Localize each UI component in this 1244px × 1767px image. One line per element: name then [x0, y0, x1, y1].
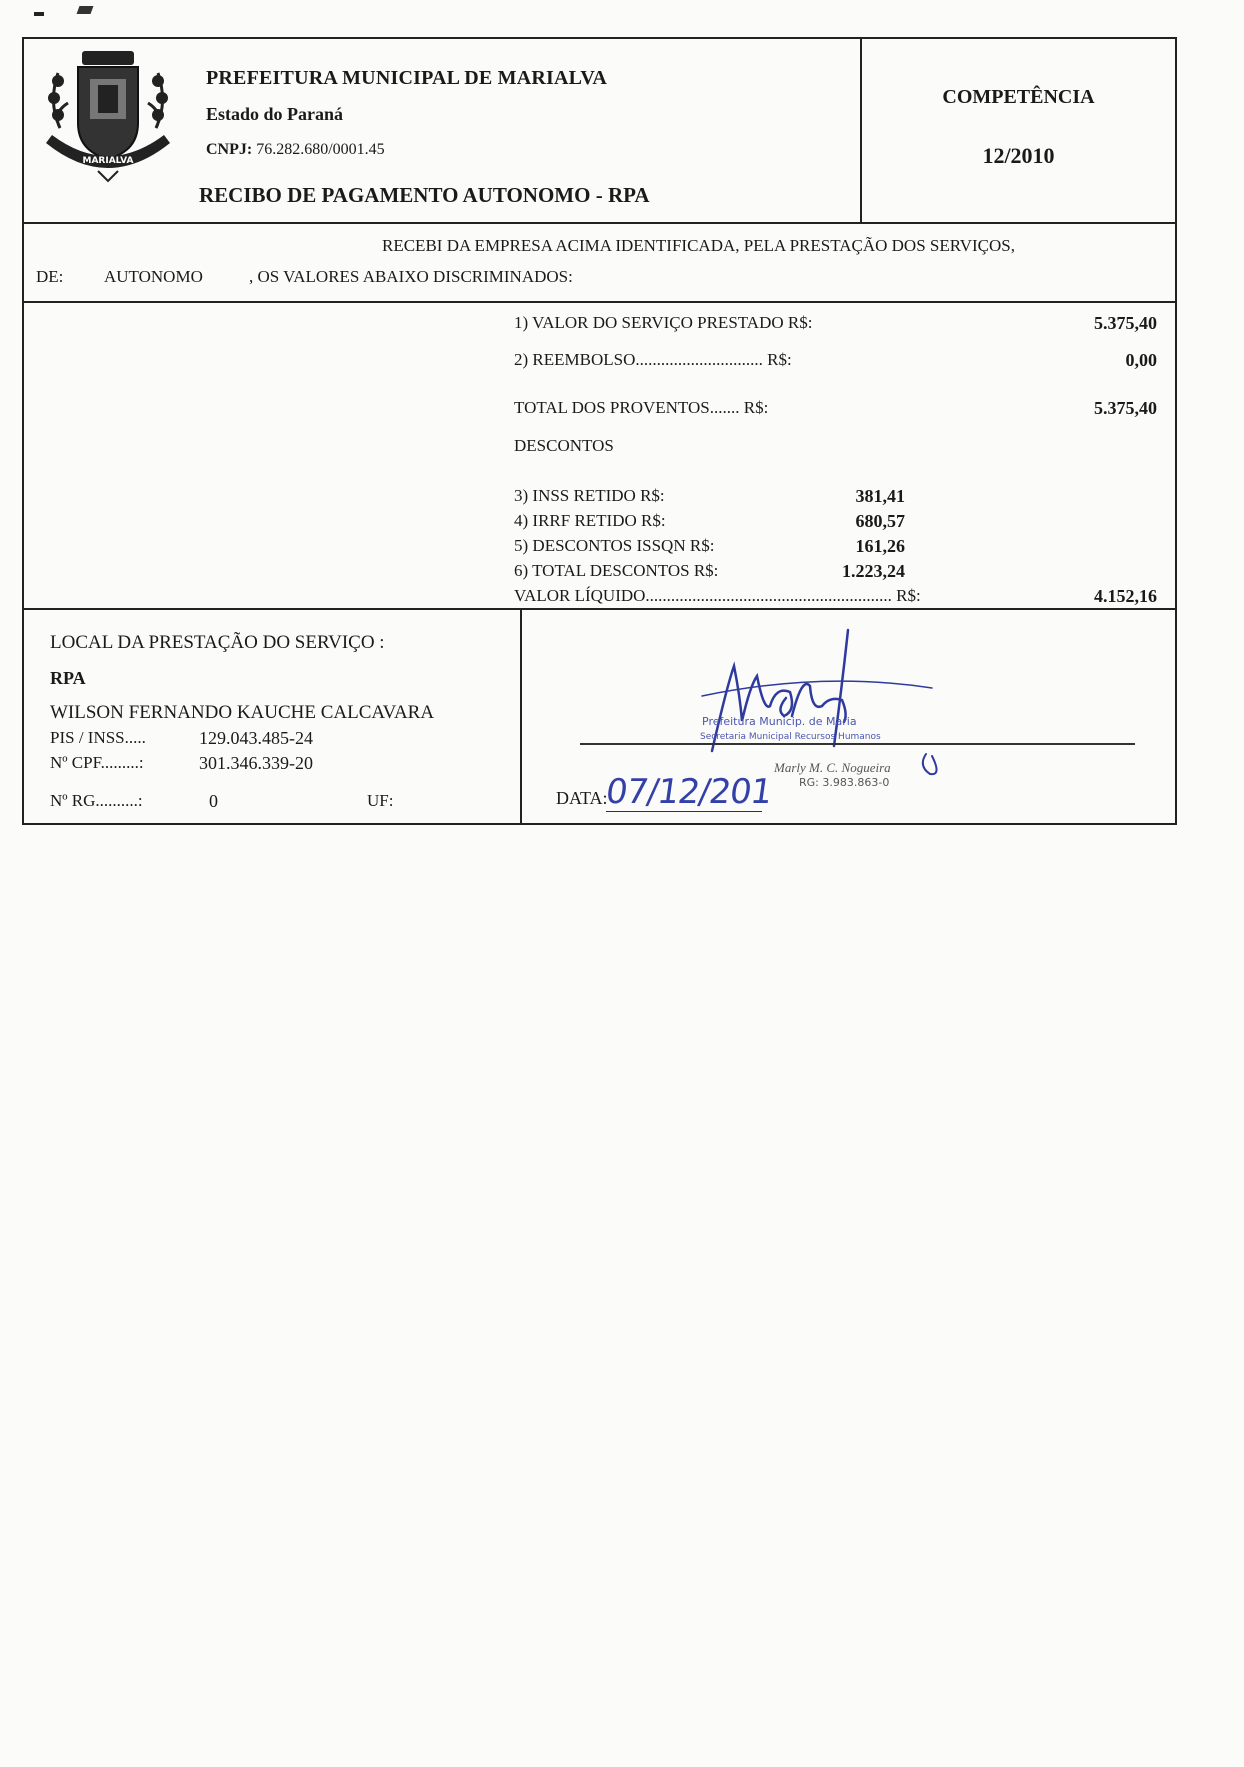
stamp-line-2: Secretaria Municipal Recursos Humanos	[700, 732, 881, 742]
receipt-header	[24, 39, 1175, 224]
cnpj-value: 76.282.680/0001.45	[256, 141, 385, 158]
signature-box	[522, 608, 1175, 823]
competence-box	[862, 39, 1175, 222]
competence-value: 12/2010	[982, 143, 1055, 168]
service-details	[24, 608, 1175, 823]
total-earnings-label: TOTAL DOS PROVENTOS....... R$:	[514, 398, 769, 417]
from-label: DE:	[36, 267, 64, 286]
deduction-label: 5) DESCONTOS ISSQN R$:	[514, 536, 715, 555]
rg-label: Nº RG..........:	[50, 791, 143, 810]
competence-label: COMPETÊNCIA	[942, 86, 1095, 108]
net-value-label: VALOR LÍQUIDO.......................................................... R$:	[514, 586, 921, 605]
statement-line-1: RECEBI DA EMPRESA ACIMA IDENTIFICADA, PELA PRESTAÇÃO DOS SERVIÇOS,	[382, 236, 1015, 255]
deduction-amount: 161,26	[855, 536, 905, 556]
from-value: AUTONOMO	[104, 267, 203, 286]
state-name: Estado do Paraná	[206, 104, 344, 124]
pis-label: PIS / INSS.....	[50, 728, 146, 747]
date-underline	[606, 811, 762, 812]
signature-line	[580, 743, 1135, 745]
cnpj-label: CNPJ:	[206, 141, 253, 158]
pis-value: 129.043.485-24	[199, 728, 313, 748]
refund-label: 2) REEMBOLSO.............................. R$:	[514, 350, 792, 369]
rpa-receipt	[22, 37, 1177, 825]
total-earnings-amount: 5.375,40	[1094, 398, 1157, 418]
stamp-name: Marly M. C. Nogueira	[774, 760, 891, 775]
service-location-box	[24, 608, 522, 823]
scan-mark	[34, 12, 44, 16]
location-value: RPA	[50, 668, 86, 688]
stamp-line-1: Prefeitura Municip. de Maria	[702, 715, 857, 728]
date-label: DATA:	[556, 788, 608, 808]
deduction-label: 4) IRRF RETIDO R$:	[514, 511, 666, 530]
service-value-amount: 5.375,40	[1094, 313, 1157, 333]
cpf-value: 301.346.339-20	[199, 753, 313, 773]
net-value-amount: 4.152,16	[1094, 586, 1157, 606]
deduction-amount: 381,41	[855, 486, 905, 506]
crest-motto: MARIALVA	[82, 156, 134, 166]
refund-amount: 0,00	[1125, 350, 1157, 370]
cpf-label: Nº CPF.........:	[50, 753, 144, 772]
statement-line-2: , OS VALORES ABAIXO DISCRIMINADOS:	[249, 267, 573, 286]
deduction-label: 3) INSS RETIDO R$:	[514, 486, 665, 505]
discounts-heading: DESCONTOS	[514, 436, 614, 455]
provider-name: WILSON FERNANDO KAUCHE CALCAVARA	[50, 702, 435, 723]
deduction-label: 6) TOTAL DESCONTOS R$:	[514, 561, 719, 580]
handwritten-date: 07/12/201	[603, 772, 775, 812]
rg-value: 0	[209, 791, 218, 811]
location-title: LOCAL DA PRESTAÇÃO DO SERVIÇO :	[50, 632, 385, 653]
municipality-title: PREFEITURA MUNICIPAL DE MARIALVA	[206, 67, 608, 89]
deduction-amount: 680,57	[855, 511, 905, 531]
uf-label: UF:	[367, 791, 394, 810]
service-value-label: 1) VALOR DO SERVIÇO PRESTADO R$:	[514, 313, 813, 332]
cnpj	[206, 141, 385, 159]
deduction-amount: 1.223,24	[842, 561, 905, 581]
stamp-rg: RG: 3.983.863-0	[799, 776, 890, 789]
municipal-crest-icon	[38, 43, 178, 183]
values-section	[24, 301, 1175, 610]
scan-mark	[77, 6, 94, 14]
receipt-statement	[24, 222, 1175, 303]
header-identity	[24, 39, 862, 222]
receipt-title: RECIBO DE PAGAMENTO AUTONOMO - RPA	[199, 183, 650, 207]
